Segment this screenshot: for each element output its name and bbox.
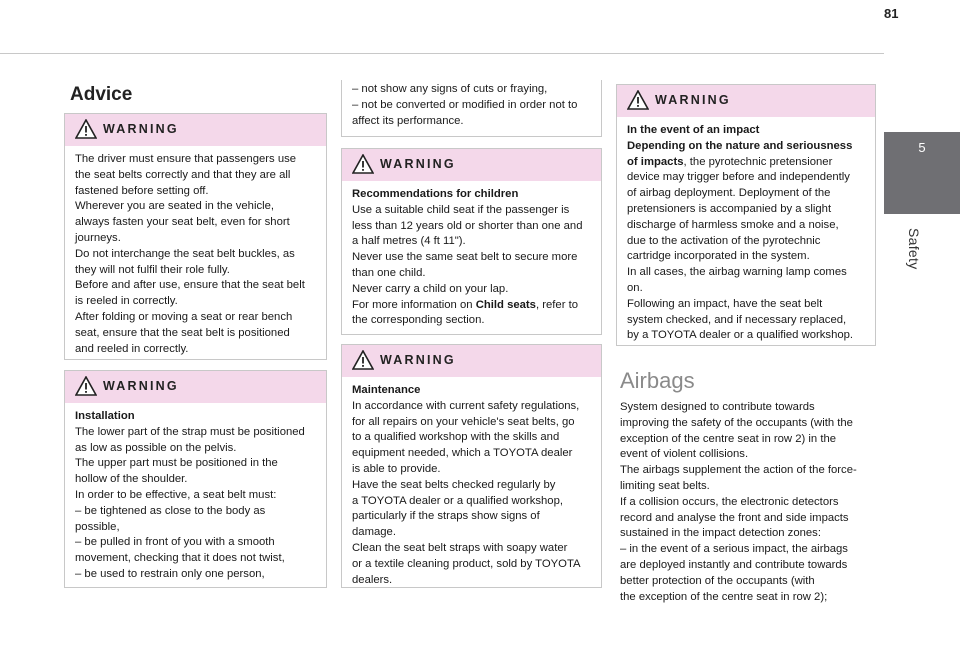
warning-body: [342, 181, 601, 337]
text-line: dealers.: [352, 573, 393, 586]
text-line: Do not interchange the seat belt buckles, as: [75, 247, 295, 260]
text-line: Have the seat belts checked regularly by: [352, 478, 556, 491]
text-line: affect its performance.: [352, 114, 464, 127]
text-line: better protection of the occupants (with: [620, 574, 815, 587]
text-line: The lower part of the strap must be positioned: [75, 425, 305, 438]
text-span: , the pyrotechnic pretensioner: [683, 155, 833, 168]
text-line: the seat belts correctly and that they are all: [75, 168, 291, 181]
warning-title: WARNING: [380, 157, 456, 171]
child-seats-link-text[interactable]: Child seats: [475, 298, 536, 311]
section-label: [902, 228, 922, 288]
text-line: possible,: [75, 520, 120, 533]
text-line: cartridge incorporated in the system.: [627, 250, 810, 263]
text-line: In accordance with current safety regulations,: [352, 399, 580, 412]
warning-box-seat-belt-use: [64, 113, 327, 360]
text-line: by a TOYOTA dealer or a qualified workshop.: [627, 329, 854, 342]
text-line: Following an impact, have the seat belt: [627, 297, 823, 310]
section-tab-number: 5: [918, 140, 926, 155]
text-line: sustained in the impact detection zones:: [620, 527, 821, 540]
text-line: limiting seat belts.: [620, 479, 710, 492]
text-line: fastened before setting off.: [75, 184, 209, 197]
text-line: are deployed instantly and contribute towards: [620, 558, 848, 571]
text-line: seat, ensure that the seat belt is positioned: [75, 326, 290, 339]
warning-title: WARNING: [103, 122, 179, 136]
text-line: Use a suitable child seat if the passenger is: [352, 203, 570, 216]
page-number: 81: [884, 6, 899, 21]
warning-header: [65, 114, 326, 146]
warning-box-impact: [616, 84, 876, 346]
warning-box-children: [341, 148, 602, 335]
warning-header: [65, 371, 326, 403]
text-line: always fasten your seat belt, even for short: [75, 216, 290, 229]
text-line: the exception of the centre seat in row 2);: [620, 590, 828, 603]
text-line: is able to provide.: [352, 462, 441, 475]
text-line: a TOYOTA dealer or a qualified workshop,: [352, 494, 563, 507]
text-line: due to the activation of the pyrotechnic: [627, 234, 821, 247]
text-line: on.: [627, 281, 643, 294]
heading-advice: Advice: [70, 84, 133, 105]
text-line: Never use the same seat belt to secure more: [352, 251, 578, 264]
text-line: or a textile cleaning product, sold by TOYOTA: [352, 557, 581, 570]
text-line: – in the event of a serious impact, the airbags: [620, 543, 848, 556]
text-line: and reeled in correctly.: [75, 342, 189, 355]
text-line: [352, 298, 591, 314]
text-line: discharge of harmless smoke and a noise,: [627, 218, 839, 231]
text-span: For more information on: [352, 298, 476, 311]
installation-title: Installation: [75, 410, 135, 422]
text-line: In all cases, the airbag warning lamp comes: [627, 266, 847, 279]
text-line: system checked, and if necessary replaced,: [627, 313, 847, 326]
text-line: – not be converted or modified in order not to: [352, 98, 578, 111]
text-line: equipment needed, which a TOYOTA dealer: [352, 447, 573, 460]
impact-title: In the event of an impact: [627, 124, 760, 136]
text-line: record and analyse the front and side impacts: [620, 511, 849, 524]
text-line: improving the safety of the occupants (with the: [620, 416, 853, 429]
warning-box-maintenance: [341, 344, 602, 588]
impact-subtitle: Depending on the nature and seriousness: [627, 139, 853, 152]
text-line: movement, checking that it does not twist,: [75, 552, 285, 565]
text-line: After folding or moving a seat or rear bench: [75, 310, 293, 323]
text-line: If a collision occurs, the electronic detectors: [620, 495, 839, 508]
warning-header: [617, 85, 875, 117]
warning-box-continued: [341, 80, 602, 137]
text-line: In order to be effective, a seat belt must:: [75, 488, 277, 501]
text-line: than one child.: [352, 266, 426, 279]
text-span-bold: of impacts: [627, 155, 684, 168]
warning-title: WARNING: [103, 379, 179, 393]
header-divider: [0, 53, 884, 54]
text-line: the corresponding section.: [352, 314, 485, 327]
text-line: less than 12 years old or shorter than one and: [352, 219, 583, 232]
text-line: – be tightened as close to the body as: [75, 504, 266, 517]
warning-header: [342, 149, 601, 181]
warning-triangle-icon: [352, 154, 374, 174]
warning-triangle-icon: [627, 90, 649, 110]
warning-body: [65, 403, 326, 591]
text-line: device may trigger before and independently: [627, 171, 850, 184]
text-line: a half metres (4 ft 11").: [352, 235, 466, 248]
text-line: event of violent collisions.: [620, 448, 749, 461]
warning-triangle-icon: [75, 376, 97, 396]
text-line: [627, 155, 865, 171]
text-line: System designed to contribute towards: [620, 401, 815, 413]
heading-airbags: Airbags: [620, 368, 695, 393]
text-line: The upper part must be positioned in the: [75, 457, 278, 470]
warning-body: [342, 377, 601, 596]
text-line: hollow of the shoulder.: [75, 473, 188, 486]
warning-box-installation: [64, 370, 327, 588]
text-line: they will not fulfil their role fully.: [75, 263, 230, 276]
text-line: journeys.: [75, 231, 121, 244]
text-line: Clean the seat belt straps with soapy water: [352, 541, 568, 554]
warning-title: WARNING: [380, 353, 456, 367]
text-line: as low as possible on the pelvis.: [75, 441, 237, 454]
text-line: of airbag deployment. Deployment of the: [627, 187, 831, 200]
maintenance-title: Maintenance: [352, 384, 421, 396]
text-line: exception of the centre seat in row 2) in the: [620, 432, 837, 445]
text-line: is reeled in correctly.: [75, 295, 178, 308]
text-line: for all repairs on your vehicle's seat belts, go: [352, 415, 575, 428]
text-line: – be used to restrain only one person,: [75, 567, 265, 580]
text-line: Wherever you are seated in the vehicle,: [75, 200, 275, 213]
text-span: , refer to: [535, 298, 579, 311]
warning-triangle-icon: [75, 119, 97, 139]
warning-body: [617, 117, 875, 352]
section-label-text: Safety: [906, 228, 922, 270]
text-line: Before and after use, ensure that the seat belt: [75, 279, 305, 292]
airbags-paragraph: [620, 400, 878, 605]
warning-body: [342, 80, 601, 137]
text-line: – be pulled in front of you with a smooth: [75, 536, 275, 549]
text-line: particularly if the straps show signs of: [352, 510, 540, 523]
warning-body: [65, 146, 326, 365]
text-line: Never carry a child on your lap.: [352, 282, 509, 295]
warning-triangle-icon: [352, 350, 374, 370]
text-line: damage.: [352, 526, 396, 539]
warning-header: [342, 345, 601, 377]
warning-title: WARNING: [655, 93, 731, 107]
text-line: to a qualified workshop with the skills and: [352, 431, 560, 444]
text-line: The driver must ensure that passengers use: [75, 153, 297, 165]
text-line: – not show any signs of cuts or fraying,: [352, 83, 548, 95]
children-title: Recommendations for children: [352, 188, 519, 200]
text-line: pretensioners is accompanied by a slight: [627, 202, 832, 215]
text-line: The airbags supplement the action of the force-: [620, 464, 857, 477]
